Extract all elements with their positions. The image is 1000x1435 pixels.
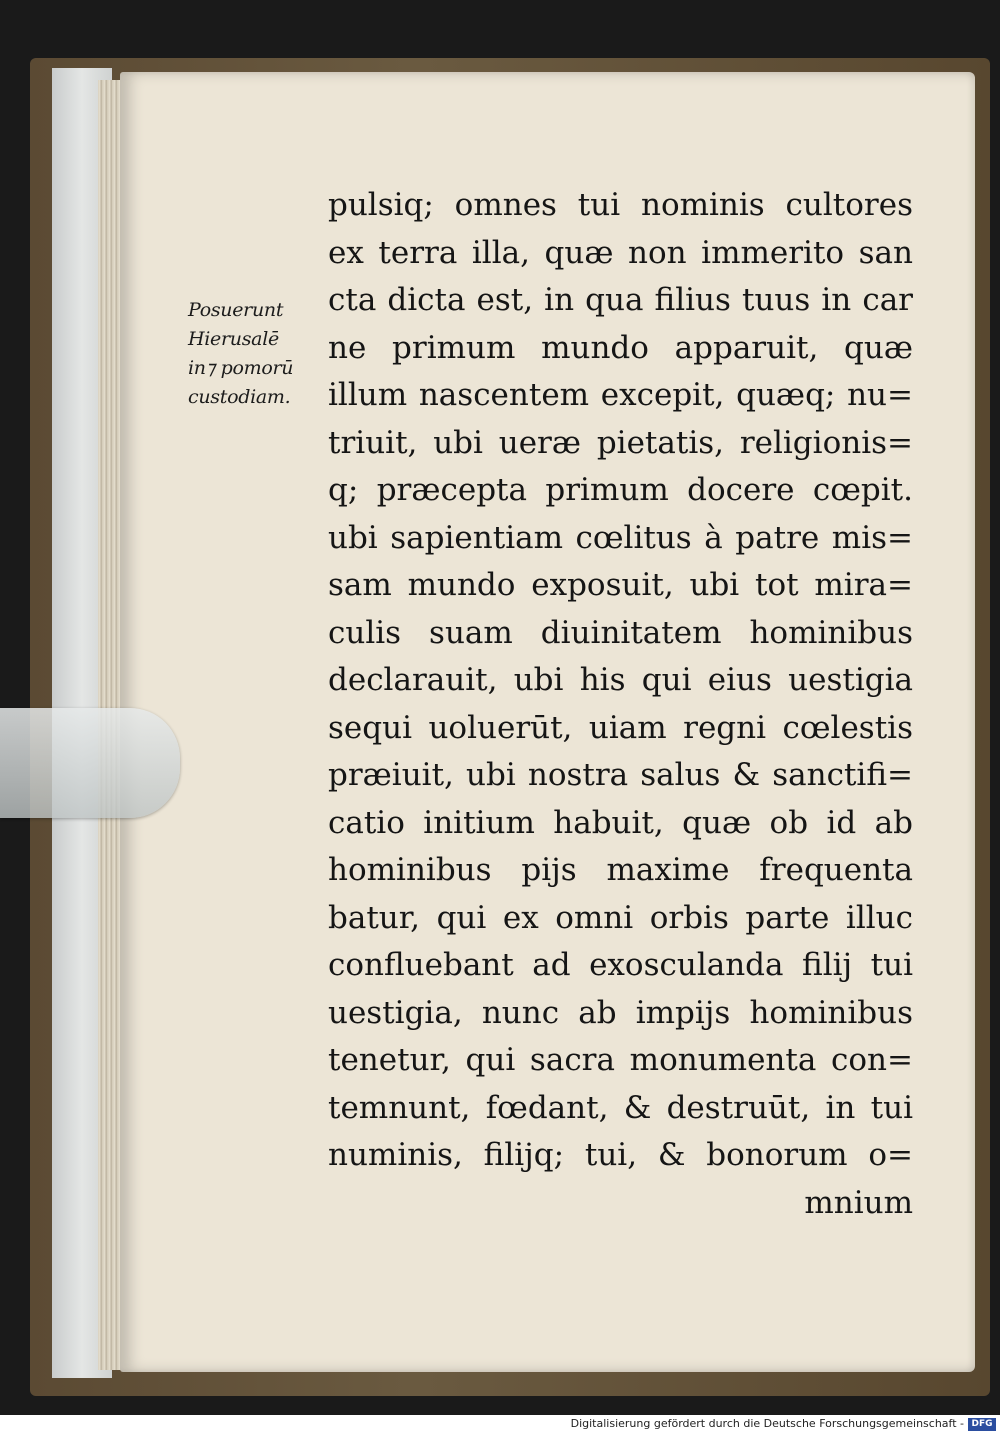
marginal-note-line: custodiam. [188, 386, 291, 408]
marginal-note-line: in⁊ pomorū [188, 357, 294, 379]
text-line: sequi uoluerūt, uiam regni cœlestis [328, 709, 913, 746]
text-line: culis suam diuinitatem hominibus [328, 614, 913, 651]
marginal-note-line: Posuerunt [188, 299, 284, 321]
marginal-note-line: Hierusalē [188, 328, 279, 350]
text-line: tenetur, qui sacra monumenta con= [328, 1042, 913, 1078]
marginal-note [188, 296, 323, 412]
dfg-logo-icon: DFG [968, 1418, 996, 1431]
text-line: batur, qui ex omni orbis parte illuc [328, 899, 913, 936]
text-line: declarauit, ubi his qui eius uestigia [328, 662, 913, 698]
text-line: ne primum mundo apparuit, quæ [328, 329, 913, 366]
funding-credit: Digitalisierung gefördert durch die Deutsche Forschungsgemeinschaft - [570, 1417, 964, 1430]
text-line: præiuit, ubi nostra salus & sanctifi= [328, 757, 913, 793]
text-line: hominibus pijs maxime frequenta [328, 852, 913, 888]
text-line: illum nascentem excepit, quæq; nu= [328, 377, 913, 413]
text-line: numinis, filijq; tui, & bonorum o= [328, 1137, 913, 1173]
bookmark-clip [0, 708, 180, 818]
text-line: sam mundo exposuit, ubi tot mira= [328, 567, 913, 603]
text-line: ex terra illa, quæ non immerito san [328, 234, 913, 271]
text-line: cta dicta est, in qua filius tuus in car [328, 282, 913, 318]
text-line: catio initium habuit, quæ ob id ab [328, 804, 913, 841]
text-line: confluebant ad exosculanda filij tui [328, 947, 913, 983]
text-line: uestigia, nunc ab impijs hominibus [328, 994, 913, 1031]
body-text [328, 182, 913, 1227]
text-line: temnunt, fœdant, & destruūt, in tui [328, 1089, 913, 1126]
text-line: q; præcepta primum docere cœpit. [328, 472, 913, 508]
text-line: ubi sapientiam cœlitus à patre mis= [328, 519, 913, 556]
text-line: triuit, ubi ueræ pietatis, religionis= [328, 424, 913, 461]
text-line: pulsiq; omnes tui nominis cultores [328, 187, 913, 223]
catchword: mnium [804, 1184, 913, 1221]
